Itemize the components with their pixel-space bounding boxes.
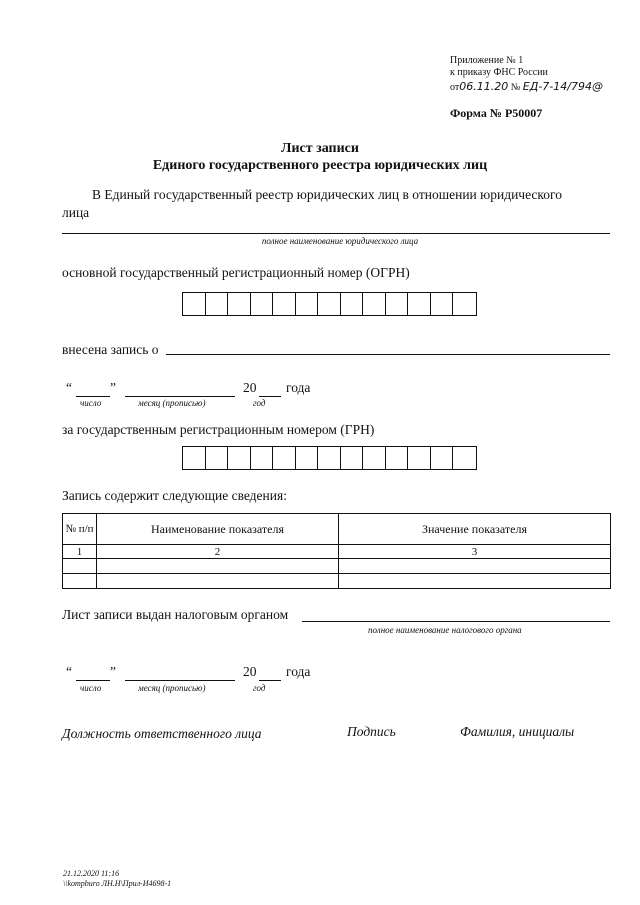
date1-year-caption: год bbox=[253, 398, 266, 408]
entry-line bbox=[166, 354, 610, 355]
date1-year-prefix: 20 bbox=[243, 380, 257, 395]
ogrn-cell bbox=[408, 293, 431, 315]
date1-year-line bbox=[259, 396, 281, 397]
date1-day-line bbox=[76, 396, 110, 397]
grn-cell bbox=[273, 447, 296, 469]
col-value-header: Значение показателя bbox=[339, 514, 611, 545]
date2-day-caption: число bbox=[80, 683, 102, 693]
issued-caption: полное наименование налогового органа bbox=[368, 625, 522, 635]
grn-cell bbox=[341, 447, 364, 469]
grn-cell bbox=[318, 447, 341, 469]
intro-line2: лица bbox=[62, 205, 90, 220]
date2-year-caption: год bbox=[253, 683, 266, 693]
date2-month-line bbox=[125, 680, 235, 681]
table-number-row bbox=[63, 545, 611, 559]
name-label: Фамилия, инициалы bbox=[460, 724, 575, 739]
grn-cell bbox=[228, 447, 251, 469]
footer-timestamp: 21.12.2020 11:16 bbox=[63, 869, 120, 878]
footer-path: \\kompburo ЛН.Н\Прил-И4698-1 bbox=[63, 879, 172, 888]
date2-day-line bbox=[76, 680, 110, 681]
grn-cell bbox=[386, 447, 409, 469]
ogrn-cell bbox=[183, 293, 206, 315]
order-number-handwritten: ЕД-7-14/794@ bbox=[522, 80, 603, 93]
table-row bbox=[63, 574, 611, 589]
ogrn-cell bbox=[431, 293, 454, 315]
date2-year-prefix: 20 bbox=[243, 664, 257, 679]
ogrn-cell bbox=[363, 293, 386, 315]
grn-cell bbox=[296, 447, 319, 469]
legal-name-line bbox=[62, 233, 610, 234]
date2-quote-open: “ bbox=[66, 664, 72, 679]
date1-day-caption: число bbox=[80, 398, 102, 408]
col-number-header: № п/п bbox=[63, 514, 97, 545]
ogrn-cell bbox=[386, 293, 409, 315]
col-name-header: Наименование показателя bbox=[97, 514, 339, 545]
ogrn-label: основной государственный регистрационный номер (ОГРН) bbox=[62, 265, 410, 280]
info-table bbox=[62, 513, 611, 589]
form-label: Форма № Р50007 bbox=[450, 106, 543, 120]
grn-cells bbox=[182, 446, 477, 470]
ogrn-cell bbox=[273, 293, 296, 315]
order-date-handwritten: 06.11.20 bbox=[459, 80, 509, 93]
from-prefix: от bbox=[450, 82, 460, 93]
grn-cell bbox=[251, 447, 274, 469]
ogrn-cells bbox=[182, 292, 477, 316]
ogrn-cell bbox=[296, 293, 319, 315]
date2-year-word: года bbox=[286, 664, 311, 679]
intro-line1: В Единый государственный реестр юридических лиц в отношении юридического bbox=[92, 187, 562, 202]
col-name-index: 2 bbox=[97, 545, 339, 559]
entry-label: внесена запись о bbox=[62, 342, 159, 357]
grn-cell bbox=[453, 447, 476, 469]
ogrn-cell bbox=[251, 293, 274, 315]
position-label: Должность ответственного лица bbox=[62, 726, 262, 741]
contains-label: Запись содержит следующие сведения: bbox=[62, 488, 287, 503]
ogrn-cell bbox=[206, 293, 229, 315]
order-date-line bbox=[450, 80, 603, 93]
grn-label: за государственным регистрационным номером (ГРН) bbox=[62, 422, 375, 437]
order-label: к приказу ФНС России bbox=[450, 67, 548, 78]
title-line1: Лист записи bbox=[281, 141, 359, 156]
date1-quote-open: “ bbox=[66, 380, 72, 395]
grn-cell bbox=[183, 447, 206, 469]
date1-month-line bbox=[125, 396, 235, 397]
issued-line bbox=[302, 621, 610, 622]
legal-name-caption: полное наименование юридического лица bbox=[261, 236, 419, 246]
date1-year-word: года bbox=[286, 380, 311, 395]
ogrn-cell bbox=[318, 293, 341, 315]
date2-quote-close: ” bbox=[110, 664, 116, 679]
ogrn-cell bbox=[228, 293, 251, 315]
ogrn-cell bbox=[341, 293, 364, 315]
signature-label: Подпись bbox=[347, 724, 396, 739]
grn-cell bbox=[363, 447, 386, 469]
issued-label: Лист записи выдан налоговым органом bbox=[62, 607, 289, 622]
date2-month-caption: месяц (прописью) bbox=[138, 683, 206, 693]
number-prefix: № bbox=[510, 82, 521, 93]
grn-cell bbox=[408, 447, 431, 469]
table-header-row bbox=[63, 514, 611, 545]
grn-cell bbox=[431, 447, 454, 469]
col-number-index: 1 bbox=[63, 545, 97, 559]
date1-quote-close: ” bbox=[110, 380, 116, 395]
col-value-index: 3 bbox=[339, 545, 611, 559]
date2-year-line bbox=[259, 680, 281, 681]
grn-cell bbox=[206, 447, 229, 469]
ogrn-cell bbox=[453, 293, 476, 315]
table-row bbox=[63, 559, 611, 574]
date1-month-caption: месяц (прописью) bbox=[138, 398, 206, 408]
appendix-label: Приложение № 1 bbox=[450, 55, 524, 66]
title-line2: Единого государственного реестра юридических лиц bbox=[152, 158, 488, 173]
